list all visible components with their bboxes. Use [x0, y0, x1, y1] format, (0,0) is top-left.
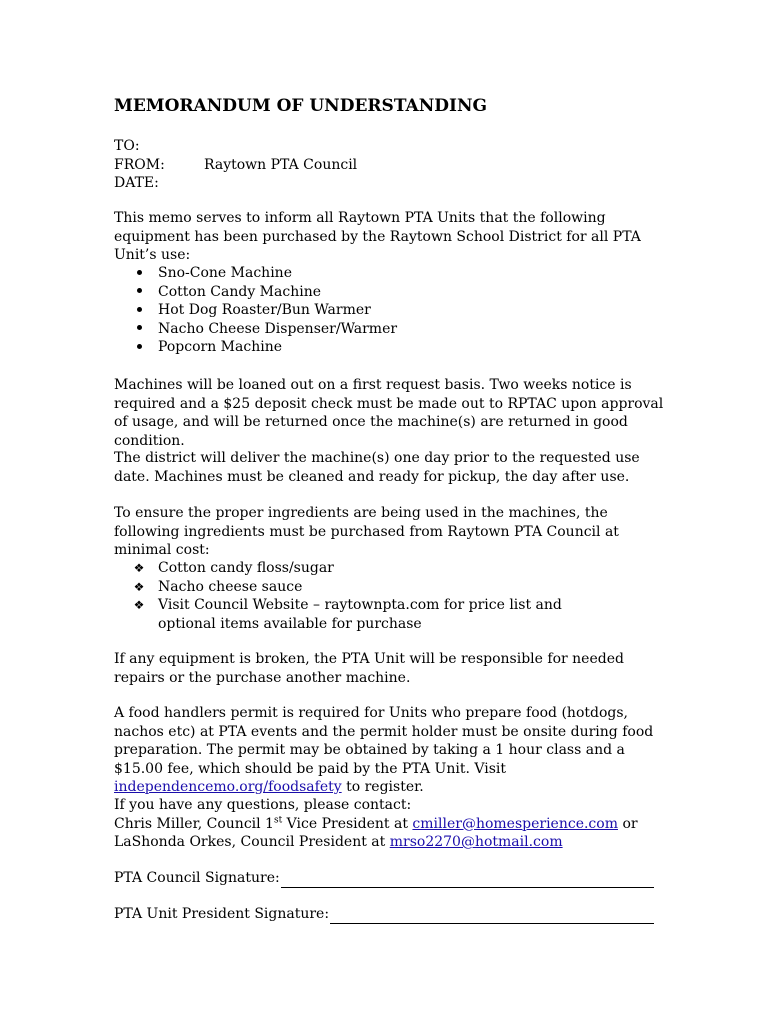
date-label: DATE: [114, 175, 159, 191]
permit-paragraph: A food handlers permit is required for Units who prepare food (hotdogs, nachos etc) at PTA events and the permit holder must be onsite during food preparation. The permit may be obtained by taking a 1 hour class and a $15.00 fee, which should be paid by the PTA Unit. Visit independencemo.org/foodsafety to register. [114, 705, 654, 795]
unit-signature-row [114, 905, 654, 924]
contact-block [114, 796, 674, 852]
diamond-bullet-icon: ❖ [133, 579, 145, 594]
memo-header [114, 137, 674, 193]
mrso-email-link[interactable]: mrso2270@hotmail.com [389, 834, 563, 850]
contact-intro: If you have any questions, please contact: [114, 797, 412, 813]
from-value: Raytown PTA Council [204, 156, 358, 173]
list-item: Popcorn Machine [114, 338, 674, 357]
equipment-list [114, 264, 674, 357]
contact-line-1: Chris Miller, Council 1st Vice President at cmiller@homesperience.com or [114, 814, 638, 832]
council-signature-label: PTA Council Signature: [114, 870, 280, 886]
date-row [114, 174, 674, 193]
list-item: Hot Dog Roaster/Bun Warmer [114, 301, 674, 320]
council-signature-row [114, 869, 654, 888]
list-item: Sno-Cone Machine [114, 264, 674, 283]
bullet-icon [132, 320, 146, 339]
diamond-bullet-icon: ❖ [133, 598, 145, 612]
bullet-icon [132, 283, 146, 302]
cmiller-email-link[interactable]: cmiller@homesperience.com [412, 815, 618, 832]
unit-signature-line[interactable] [330, 909, 654, 924]
memo-title: MEMORANDUM OF UNDERSTANDING [114, 96, 488, 116]
bullet-icon [132, 264, 146, 283]
contact-line-2: LaShonda Orkes, Council President at mrso2270@hotmail.com [114, 834, 563, 850]
unit-signature-label: PTA Unit President Signature: [114, 906, 330, 922]
bullet-icon [132, 338, 146, 357]
ingredients-list [114, 559, 674, 633]
list-item: ❖ Nacho cheese sauce [133, 578, 303, 595]
from-label: FROM: [114, 156, 165, 173]
diamond-bullet-icon: ❖ [133, 561, 145, 575]
list-item: ❖ Visit Council Website – raytownpta.com for price list and optional items available for purchase [133, 597, 562, 632]
broken-equipment-paragraph: If any equipment is broken, the PTA Unit will be responsible for needed repairs or the purchase another machine. [114, 651, 624, 686]
foodsafety-link[interactable]: independencemo.org/foodsafety [114, 779, 342, 795]
list-item: Cotton Candy Machine [114, 283, 674, 302]
from-row [114, 156, 674, 175]
ingredients-intro-paragraph: To ensure the proper ingredients are being used in the machines, the following ingredients must be purchased from Raytown PTA Council at minimal cost: [114, 505, 619, 558]
list-item: ❖ Cotton candy floss/sugar [133, 560, 334, 576]
loan-terms-paragraph: Machines will be loaned out on a first request basis. Two weeks notice is required and a $25 deposit check must be made out to RPTAC upon approval of usage, and will be returned once the machine(s) are returned in good condition. [114, 377, 664, 449]
list-item: Nacho Cheese Dispenser/Warmer [114, 320, 674, 339]
intro-paragraph: This memo serves to inform all Raytown PTA Units that the following equipment has been purchased by the Raytown School District for all PTA Unit’s use: [114, 210, 641, 263]
to-row [114, 137, 674, 156]
bullet-icon [132, 301, 146, 320]
to-label: TO: [114, 138, 140, 154]
delivery-paragraph: The district will deliver the machine(s) one day prior to the requested use date. Machines must be cleaned and ready for pickup, the day after use. [114, 450, 640, 485]
council-signature-line[interactable] [281, 873, 654, 888]
